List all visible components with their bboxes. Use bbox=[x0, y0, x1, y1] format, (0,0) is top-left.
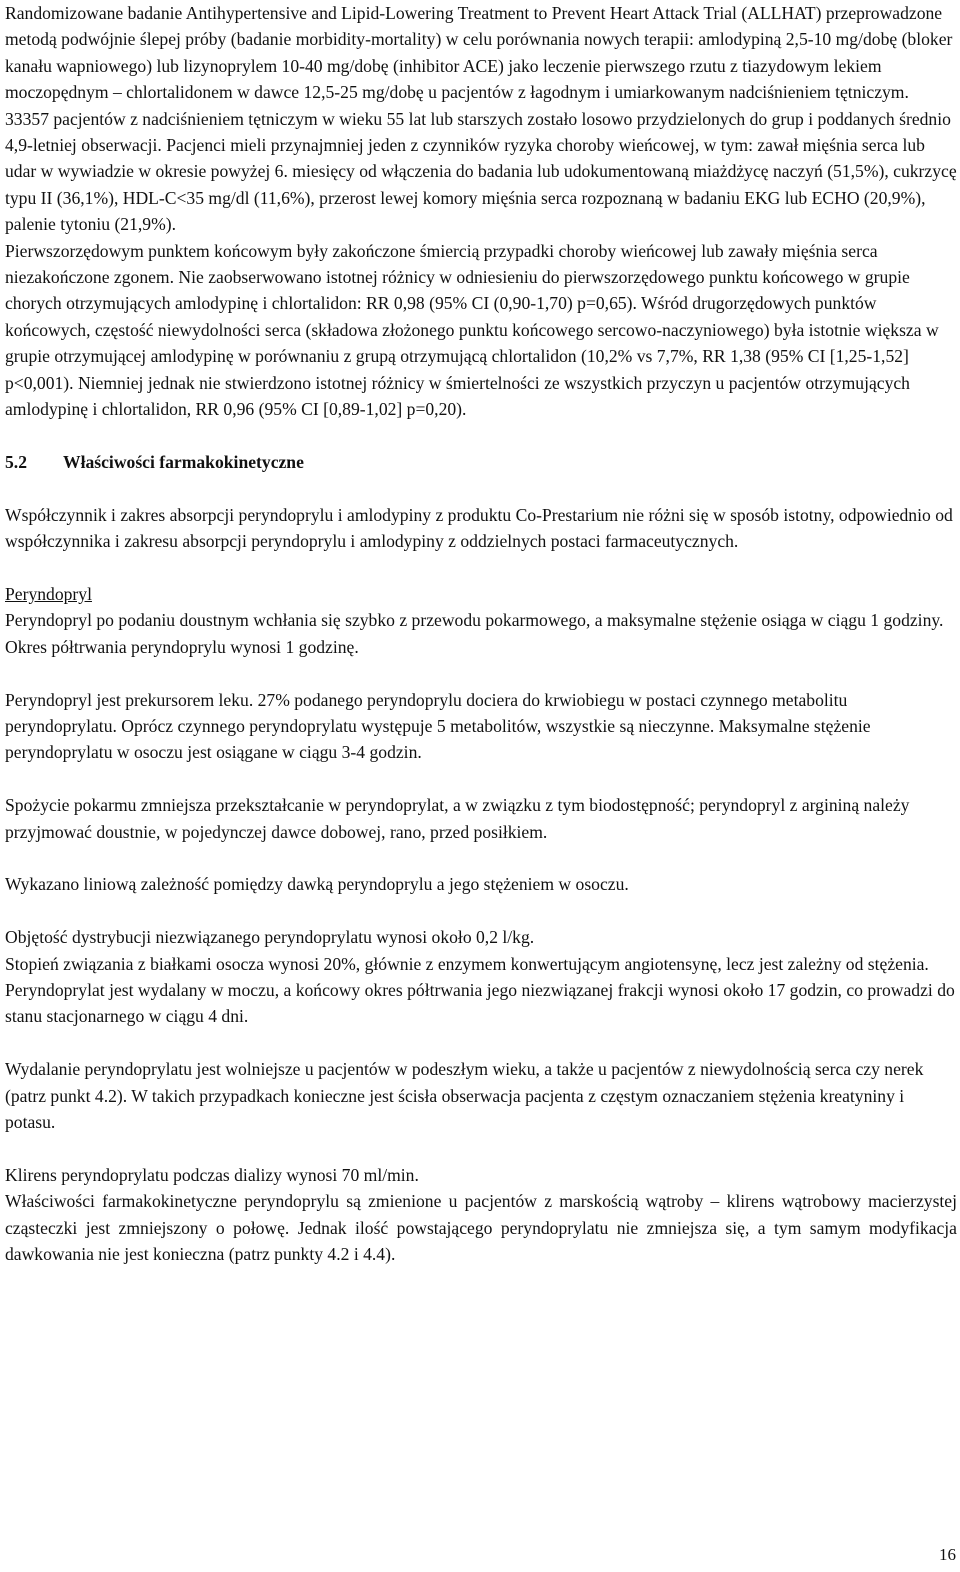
linear-paragraph: Wykazano liniową zależność pomiędzy dawką peryndoprylu a jego stężeniem w osoczu. bbox=[5, 874, 629, 895]
allhat-paragraph: Randomizowane badanie Antihypertensive and Lipid-Lowering Treatment to Prevent Heart Attack Trial (ALLHAT) przeprowadzone metodą podwójnie ślepej próby (badanie morbidity-mortality) w celu porównania nowych terapii: amlodypiną 2,5-10 mg/dobę (bloker kanału wapniowego) lub lizynoprylem 10-40 mg/dobę (inhibitor ACE) jako leczenie pierwszego rzutu z tiazydowym lekiem moczopędnym – chlortalidonem w dawce 12,5-25 mg/dobę u pacjentów z łagodnym i umiarkowanym nadciśnieniem tętniczym. bbox=[5, 3, 953, 103]
binding-paragraph: Stopień związania z białkami osocza wynosi 20%, głównie z enzymem konwertującym angiotensynę, lecz jest zależny od stężenia. Peryndoprylat jest wydalany w moczu, a końcowy okres półtrwania jego niezwiązanej frakcji wynosi około 17 godzin, co prowadzi do stanu stacjonarnego w ciągu 4 dni. bbox=[5, 953, 955, 1027]
document-page bbox=[5, 0, 957, 1267]
page-number: 16 bbox=[939, 1544, 956, 1564]
section-heading bbox=[5, 449, 957, 475]
absorption-paragraph: Współczynnik i zakres absorpcji peryndoprylu i amlodypiny z produktu Co-Prestarium nie różni się w sposób istotny, odpowiednio od współczynnika i zakresu absorpcji peryndoprylu i amlodypiny z oddzielnych postaci farmaceutycznych. bbox=[5, 504, 953, 552]
subsection-title: Peryndopryl bbox=[5, 583, 92, 604]
perindopril-absorption-paragraph: Peryndopryl po podaniu doustnym wchłania się szybko z przewodu pokarmowego, a maksymalne stężenie osiąga w ciągu 1 godziny. Okres półtrwania peryndoprylu wynosi 1 godzinę. bbox=[5, 610, 944, 657]
prodrug-paragraph: Peryndopryl jest prekursorem leku. 27% podanego peryndoprylu dociera do krwiobiegu w postaci czynnego metabolitu peryndoprylatu. Oprócz czynnego peryndoprylatu występuje 5 metabolitów, wszystkie są nieczynne. Maksymalne stężenie peryndoprylatu w osoczu jest osiągane w ciągu 3-4 godzin. bbox=[5, 689, 871, 763]
allhat-details-paragraph: 33357 pacjentów z nadciśnieniem tętniczym w wieku 55 lat lub starszych zostało losowo przydzielonych do grup i poddanych średnio 4,9-letniej obserwacji. Pacjenci mieli przynajmniej jeden z czynników ryzyka choroby wieńcowej, w tym: zawał mięśnia serca lub udar w wywiadzie w okresie powyżej 6. miesięcy od włączenia do badania lub udokumentowaną miażdżycę naczyń (51,5%), cukrzycę typu II (36,1%), HDL-C<35 mg/dl (11,6%), przerost lewej komory mięśnia serca rozpoznaną w badaniu EKG lub ECHO (20,9%), palenie tytoniu (21,9%). bbox=[5, 108, 957, 235]
food-paragraph: Spożycie pokarmu zmniejsza przekształcanie w peryndoprylat, a w związku z tym biodostępność; peryndopryl z argininą należy przyjmować doustnie, w pojedynczej dawce dobowej, rano, przed posiłkiem. bbox=[5, 795, 910, 842]
section-title: Właściwości farmakokinetyczne bbox=[63, 451, 304, 472]
section-number: 5.2 bbox=[5, 451, 27, 472]
dialysis-line: Klirens peryndoprylatu podczas dializy wynosi 70 ml/min. bbox=[5, 1164, 419, 1185]
elimination-paragraph: Wydalanie peryndoprylatu jest wolniejsze u pacjentów w podeszłym wieku, a także u pacjentów z niewydolnością serca czy nerek (patrz punkt 4.2). W takich przypadkach konieczne jest ścisła obserwacja pacjenta z częstym oznaczaniem stężenia kreatyniny i potasu. bbox=[5, 1059, 924, 1132]
hepatic-paragraph: Właściwości farmakokinetyczne peryndoprylu są zmienione u pacjentów z marskością wątroby – klirens wątrobowy macierzystej cząsteczki jest zmniejszony o połowę. Jednak ilość powstającego peryndoprylatu nie zmniejsza się, a tym samym modyfikacja dawkowania nie jest konieczna (patrz punkty 4.2 i 4.4). bbox=[5, 1191, 957, 1264]
allhat-results-paragraph: Pierwszorzędowym punktem końcowym były zakończone śmiercią przypadki choroby wieńcowej lub zawały mięśnia serca niezakończone zgonem. Nie zaobserwowano istotnej różnicy w odniesieniu do pierwszorzędowego punktu końcowego w grupie chorych otrzymujących amlodypinę i chlortalidon: RR 0,98 (95% CI (0,90-1,70) p=0,65). Wśród drugorzędowych punktów końcowych, częstość niewydolności serca (składowa złożonego punktu końcowego sercowo-naczyniowego) była istotnie większa w grupie otrzymującej amlodypinę w porównaniu z grupą otrzymującą chlortalidon (10,2% vs 7,7%, RR 1,38 (95% CI [1,25-1,52] p<0,001). Niemniej jednak nie stwierdzono istotnej różnicy w śmiertelności ze wszystkich przyczyn u pacjentów otrzymujących amlodypinę i chlortalidon, RR 0,96 (95% CI [0,89-1,02] p=0,20). bbox=[5, 240, 939, 420]
distribution-line: Objętość dystrybucji niezwiązanego peryndoprylatu wynosi około 0,2 l/kg. bbox=[5, 927, 535, 948]
